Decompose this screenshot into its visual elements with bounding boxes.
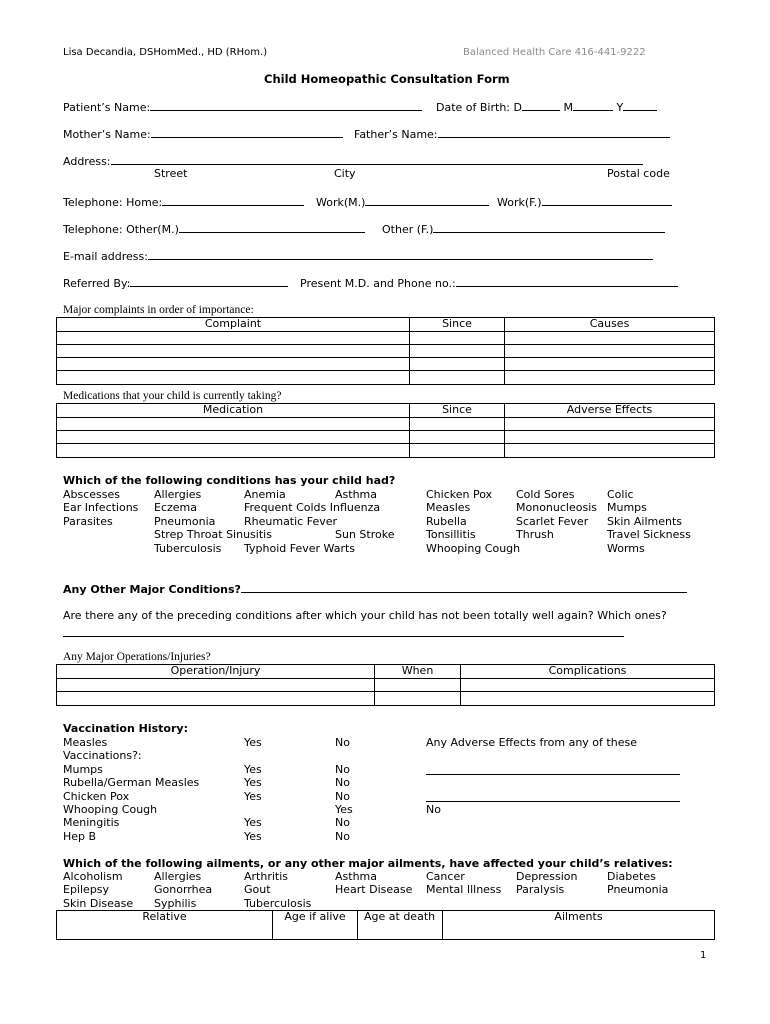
dob-month-label: M	[563, 101, 573, 114]
ailment-item: Diabetes	[607, 870, 656, 883]
work-f-label: Work(F.)	[497, 196, 542, 209]
table-row	[57, 371, 715, 385]
table-row	[57, 418, 715, 431]
dob-month-field[interactable]	[573, 100, 613, 111]
ailment-item: Epilepsy	[63, 883, 110, 897]
vaccine-item: Measles	[63, 736, 108, 749]
vaccine-item: Meningitis	[63, 816, 120, 830]
vaccine-item: Mumps	[63, 762, 103, 776]
ailment-item: Gout	[244, 883, 271, 897]
condition-item: Rheumatic Fever	[244, 514, 338, 528]
work-m-row	[316, 195, 489, 209]
complaints-caption: Major complaints in order of importance:	[63, 304, 254, 316]
condition-item: Ear Infections	[63, 501, 139, 515]
ailment-item: Tuberculosis	[244, 896, 312, 910]
condition-item: Abscesses	[63, 488, 121, 501]
relatives-heading: Which of the following ailments, or any other major ailments, have affected your child’s relatives:	[63, 857, 673, 870]
ailment-item: Skin Disease	[63, 896, 134, 910]
tel-home-field[interactable]	[162, 195, 304, 206]
no-option[interactable]: No	[335, 789, 350, 803]
condition-item: Travel Sickness	[607, 528, 691, 542]
referred-label: Referred By:	[63, 277, 131, 290]
address-row	[63, 154, 643, 168]
medications-caption: Medications that your child is currently taking?	[63, 390, 282, 402]
relatives-header-ailments: Ailments	[443, 911, 715, 940]
yes-option[interactable]	[244, 749, 262, 762]
dob-year-field[interactable]	[623, 100, 657, 111]
condition-item: Tuberculosis	[154, 541, 222, 555]
relatives-col-2	[154, 870, 212, 910]
operations-header-complications: Complications	[461, 665, 715, 679]
tel-home-row	[63, 195, 304, 209]
condition-item: Sun Stroke	[335, 528, 395, 542]
condition-item: Pneumonia	[154, 514, 216, 528]
work-f-row	[497, 195, 672, 209]
ailment-item: Cancer	[426, 870, 465, 883]
adverse-effects-label: Any Adverse Effects from any of these	[426, 736, 637, 749]
conditions-col-1	[63, 488, 138, 528]
vaccination-no-col	[335, 736, 353, 843]
ailment-item: Syphilis	[154, 896, 197, 910]
postal-label: Postal code	[607, 167, 670, 180]
referred-field[interactable]	[130, 276, 288, 287]
condition-item: Measles	[426, 501, 471, 515]
vaccination-items	[63, 736, 199, 843]
referred-row	[63, 276, 288, 290]
page-number: 1	[700, 950, 707, 961]
tel-home-label: Telephone: Home:	[63, 196, 163, 209]
mother-field[interactable]	[151, 127, 343, 138]
complaints-header-causes: Causes	[505, 318, 715, 332]
ailment-item: Paralysis	[516, 883, 565, 897]
patient-name-row	[63, 100, 422, 114]
ailment-item: Allergies	[154, 870, 202, 883]
header-author: Lisa Decandia, DSHomMed., HD (RHom.)	[63, 47, 268, 58]
condition-item	[335, 501, 394, 514]
yes-option[interactable]: Yes	[244, 776, 262, 790]
condition-item: Thrush	[516, 528, 554, 542]
father-label: Father’s Name:	[354, 128, 438, 141]
form-title: Child Homeopathic Consultation Form	[264, 72, 510, 86]
other-major-label: Any Other Major Conditions?	[63, 583, 241, 596]
condition-item: Allergies	[154, 488, 202, 501]
condition-item: Strep Throat Sinusitis	[154, 528, 272, 542]
relatives-header-age-death: Age at death	[358, 911, 443, 940]
relatives-table	[56, 910, 715, 940]
adverse-answer-line-2[interactable]	[426, 801, 680, 802]
operations-header-operation: Operation/Injury	[57, 665, 375, 679]
present-md-field[interactable]	[456, 276, 678, 287]
tel-other-field[interactable]	[179, 222, 365, 233]
other-major-row	[63, 582, 687, 596]
condition-item: Asthma	[335, 488, 377, 501]
condition-item: Eczema	[154, 501, 197, 515]
operations-header-when: When	[375, 665, 461, 679]
condition-item: Frequent Colds Influenza	[244, 501, 381, 515]
complaints-table	[56, 317, 715, 385]
yes-option[interactable]: Yes	[244, 789, 262, 803]
present-md-label: Present M.D. and Phone no.:	[300, 277, 456, 290]
ailment-item: Pneumonia	[607, 883, 669, 897]
condition-item: Typhoid Fever Warts	[244, 541, 356, 555]
conditions-heading: Which of the following conditions has your child had?	[63, 474, 396, 487]
work-f-field[interactable]	[542, 195, 672, 206]
preceding-question: Are there any of the preceding conditions after which your child has not been totally well again? Which ones?	[63, 609, 667, 622]
address-label: Address:	[63, 155, 111, 168]
dob-day-field[interactable]	[522, 100, 560, 111]
condition-item: Skin Ailments	[607, 514, 683, 528]
dob-year-label: Y	[616, 101, 624, 114]
adverse-no-option[interactable]: No	[426, 803, 441, 816]
city-label: City	[334, 167, 356, 180]
ailment-item: Heart Disease	[335, 883, 413, 897]
work-m-label: Work(M.)	[316, 196, 366, 209]
ailment-item: Depression	[516, 870, 578, 883]
operations-table	[56, 664, 715, 706]
vaccine-item: Rubella/German Measles	[63, 776, 200, 790]
ailment-item: Asthma	[335, 870, 377, 883]
conditions-col-5	[426, 488, 520, 555]
work-m-field[interactable]	[365, 195, 489, 206]
ailment-item: Arthritis	[244, 870, 289, 883]
relatives-col-3	[244, 870, 311, 910]
table-row	[57, 332, 715, 345]
vaccine-item: Chicken Pox	[63, 789, 130, 803]
condition-item: Worms	[607, 541, 645, 555]
dob-label: Date of Birth: D	[436, 101, 522, 114]
mother-row	[63, 127, 343, 141]
complaints-header-complaint: Complaint	[57, 318, 410, 332]
other-f-field[interactable]	[433, 222, 665, 233]
email-label: E-mail address:	[63, 250, 148, 263]
yes-option[interactable]: Yes	[244, 829, 262, 843]
adverse-answer-line-1[interactable]	[426, 774, 680, 775]
conditions-col-7	[607, 488, 691, 555]
patient-name-field[interactable]	[150, 100, 422, 111]
address-field[interactable]	[111, 154, 643, 165]
medications-header-medication: Medication	[57, 404, 410, 418]
table-row	[57, 444, 715, 458]
table-row	[57, 345, 715, 358]
medications-table	[56, 403, 715, 458]
condition-item: Parasites	[63, 514, 113, 528]
condition-item: Anemia	[244, 488, 286, 501]
tel-other-row	[63, 222, 365, 236]
vaccine-item: Vaccinations?:	[63, 749, 142, 763]
medications-header-adverse: Adverse Effects	[505, 404, 715, 418]
condition-item: Mononucleosis	[516, 501, 597, 515]
email-row	[63, 249, 653, 263]
relatives-col-6	[516, 870, 578, 897]
no-option[interactable]: No	[335, 829, 350, 843]
no-option[interactable]: Yes	[335, 802, 353, 816]
medications-header-since: Since	[410, 404, 505, 418]
other-f-row	[382, 222, 665, 236]
relatives-col-1	[63, 870, 133, 910]
operations-caption: Any Major Operations/Injuries?	[63, 651, 211, 663]
ailment-item: Mental Illness	[426, 883, 502, 897]
condition-item: Colic	[607, 488, 634, 501]
preceding-answer-line[interactable]	[63, 636, 624, 637]
relatives-col-7	[607, 870, 668, 897]
mother-label: Mother’s Name:	[63, 128, 151, 141]
yes-option[interactable]: Yes	[244, 736, 262, 749]
condition-item: Rubella	[426, 514, 467, 528]
present-md-row	[300, 276, 678, 290]
relatives-header-relative: Relative	[57, 911, 273, 940]
ailment-item: Alcoholism	[63, 870, 123, 883]
tel-other-label: Telephone: Other(M.)	[63, 223, 179, 236]
email-field[interactable]	[148, 249, 653, 260]
vaccine-item: Hep B	[63, 829, 97, 843]
relatives-col-4	[335, 870, 412, 897]
other-f-label: Other (F.)	[382, 223, 434, 236]
condition-item: Cold Sores	[516, 488, 575, 501]
yes-option[interactable]: Yes	[244, 762, 262, 776]
table-row	[57, 679, 715, 692]
father-field[interactable]	[438, 127, 670, 138]
vaccine-item: Whooping Cough	[63, 803, 158, 817]
table-row	[57, 431, 715, 444]
condition-item: Whooping Cough	[426, 541, 521, 555]
no-option[interactable]: No	[335, 762, 350, 776]
patient-name-label: Patient’s Name:	[63, 101, 151, 114]
dob-row	[436, 100, 657, 114]
street-label: Street	[154, 167, 188, 180]
father-row	[354, 127, 670, 141]
no-option[interactable]	[335, 749, 353, 762]
header-clinic: Balanced Health Care 416-441-9222	[463, 47, 646, 58]
vaccination-heading: Vaccination History:	[63, 722, 188, 735]
no-option[interactable]: No	[335, 776, 350, 790]
no-option[interactable]: No	[335, 736, 350, 749]
condition-item: Chicken Pox	[426, 488, 493, 501]
vaccination-yes-col	[244, 736, 262, 843]
conditions-col-4	[335, 488, 394, 542]
ailment-item: Gonorrhea	[154, 883, 213, 897]
condition-item: Scarlet Fever	[516, 514, 589, 528]
yes-option[interactable]	[244, 803, 262, 816]
condition-item: Tonsillitis	[426, 528, 476, 542]
no-option[interactable]: No	[335, 816, 350, 830]
relatives-col-5	[426, 870, 501, 897]
condition-item	[335, 515, 394, 528]
yes-option[interactable]: Yes	[244, 816, 262, 830]
complaints-header-since: Since	[410, 318, 505, 332]
other-major-field[interactable]	[241, 582, 687, 593]
relatives-header-age-alive: Age if alive	[273, 911, 358, 940]
conditions-col-6	[516, 488, 597, 542]
condition-item: Mumps	[607, 501, 647, 515]
table-row	[57, 692, 715, 706]
table-row	[57, 358, 715, 371]
